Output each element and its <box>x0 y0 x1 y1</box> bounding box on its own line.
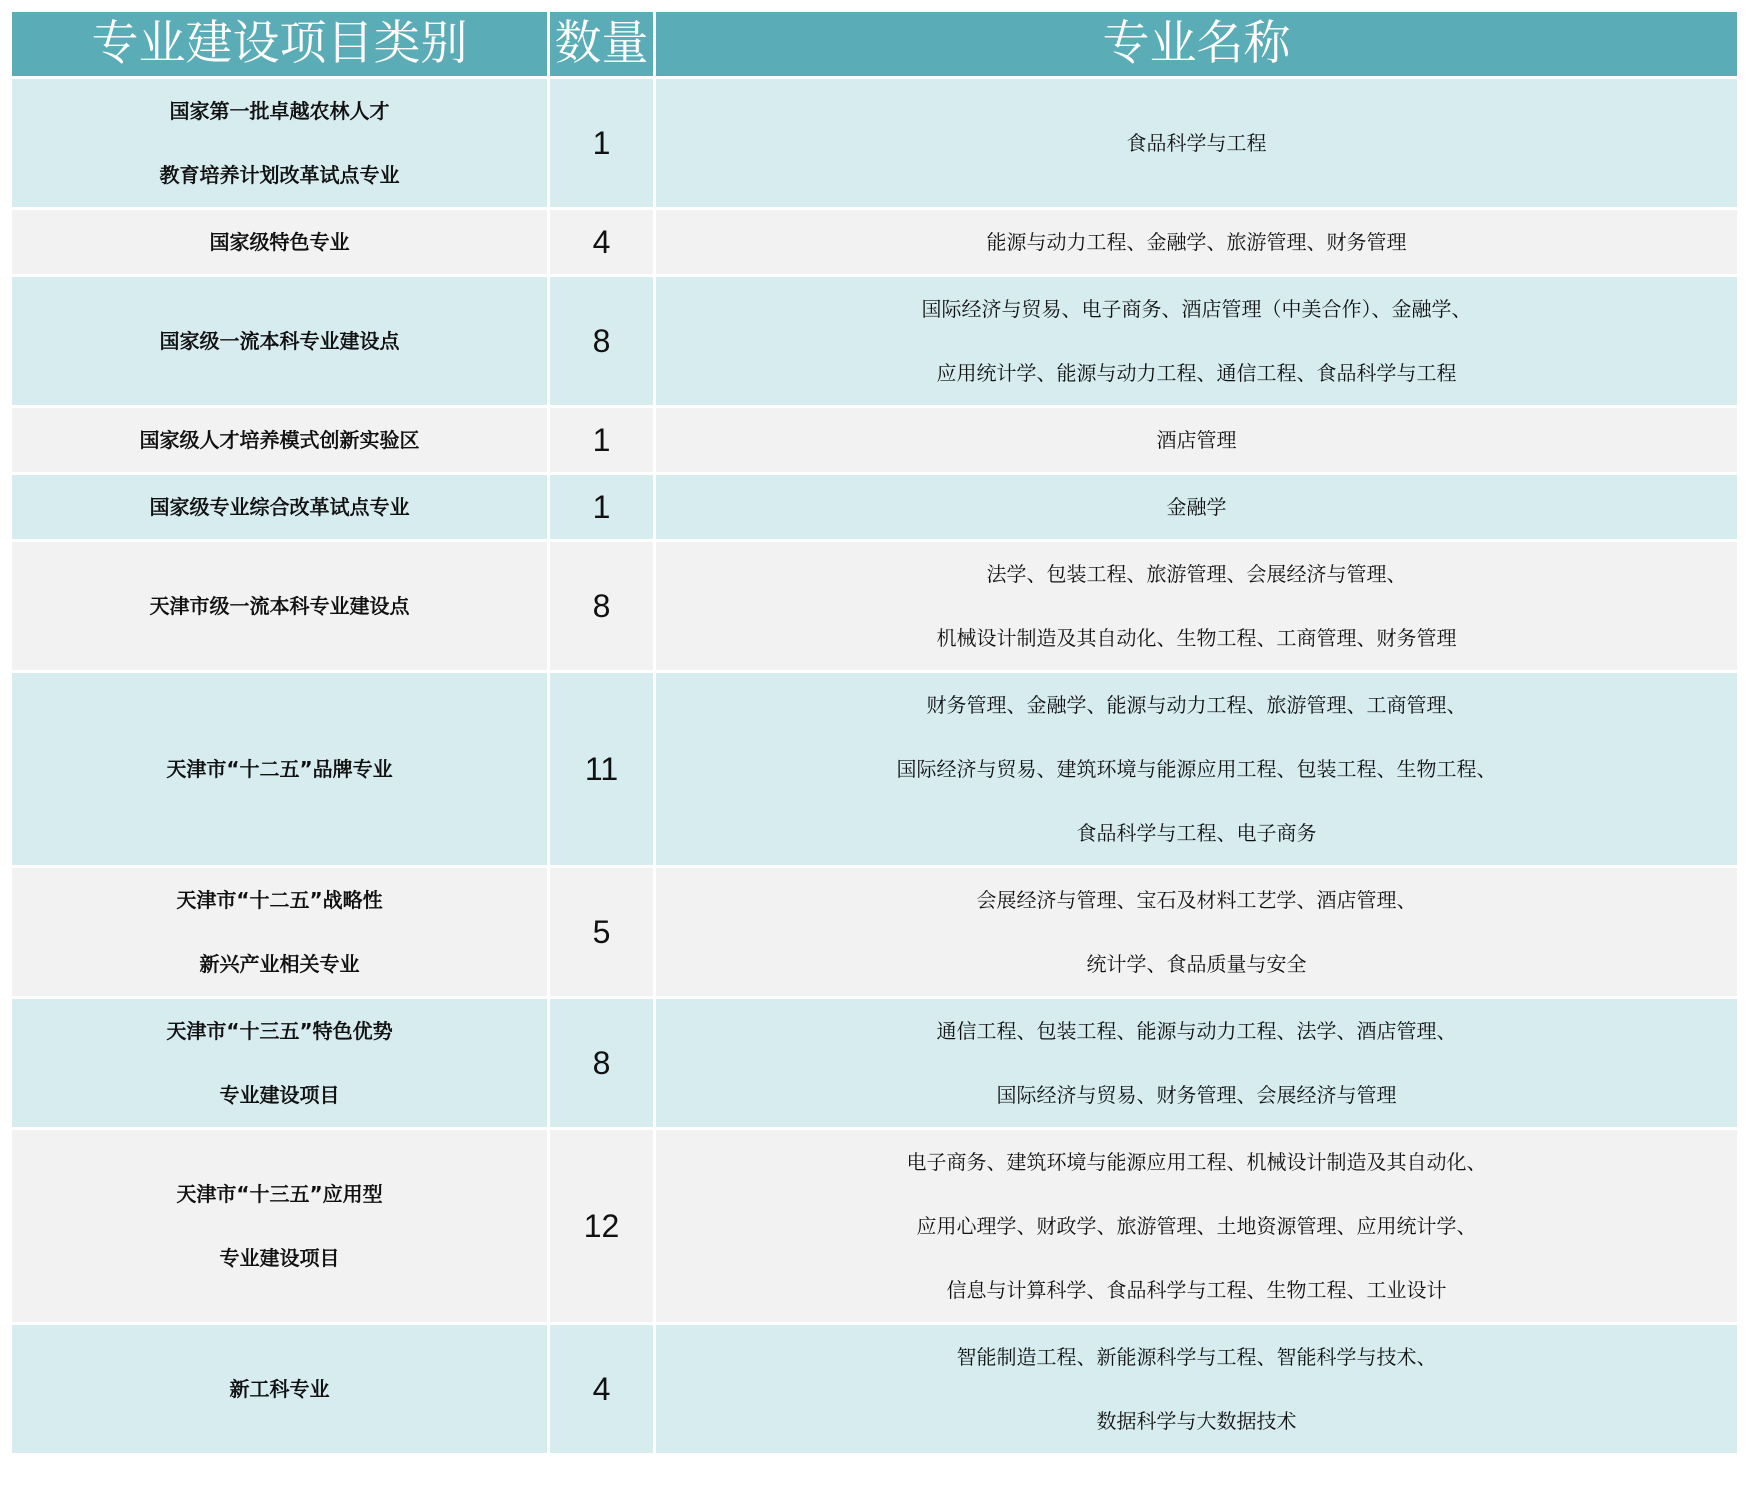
major-names-line: 食品科学与工程 <box>1126 131 1267 155</box>
category-line: 国家级特色专业 <box>209 230 350 254</box>
category-line: 新兴产业相关专业 <box>199 952 360 976</box>
category-line: 专业建设项目 <box>219 1246 340 1270</box>
table-row <box>11 276 1739 407</box>
category-line: 国家级人才培养模式创新实验区 <box>139 428 420 452</box>
cell-major-names <box>655 867 1739 998</box>
major-names-line: 智能制造工程、新能源科学与工程、智能科学与技术、 <box>956 1345 1437 1369</box>
cell-major-names <box>655 209 1739 276</box>
major-names-line: 能源与动力工程、金融学、旅游管理、财务管理 <box>986 230 1407 254</box>
category-line: 国家第一批卓越农林人才 <box>169 99 390 123</box>
cell-major-names <box>655 276 1739 407</box>
major-names-line: 统计学、食品质量与安全 <box>1086 952 1307 976</box>
cell-count: 8 <box>549 541 655 672</box>
table-container <box>9 9 1737 1456</box>
table-row <box>11 407 1739 474</box>
major-names-line: 国际经济与贸易、建筑环境与能源应用工程、包装工程、生物工程、 <box>896 757 1497 781</box>
table-row <box>11 78 1739 209</box>
table-row <box>11 541 1739 672</box>
category-line: 国家级一流本科专业建设点 <box>159 329 400 353</box>
major-names-line: 会展经济与管理、宝石及材料工艺学、酒店管理、 <box>976 888 1417 912</box>
cell-category <box>11 474 549 541</box>
cell-major-names <box>655 1324 1739 1455</box>
cell-count: 4 <box>549 209 655 276</box>
cell-count: 11 <box>549 672 655 867</box>
category-line: 专业建设项目 <box>219 1083 340 1107</box>
category-line: 天津市“十三五”特色优势 <box>166 1019 393 1043</box>
header-row <box>11 11 1739 78</box>
category-line: 天津市“十二五”战略性 <box>176 888 383 912</box>
cell-major-names <box>655 998 1739 1129</box>
category-line: 天津市“十三五”应用型 <box>176 1182 383 1206</box>
cell-major-names <box>655 672 1739 867</box>
cell-category <box>11 209 549 276</box>
table-row <box>11 672 1739 867</box>
category-line: 新工科专业 <box>229 1377 330 1401</box>
category-line: 天津市“十二五”品牌专业 <box>166 757 393 781</box>
major-names-line: 金融学 <box>1166 495 1227 519</box>
cell-category <box>11 541 549 672</box>
cell-major-names <box>655 474 1739 541</box>
cell-category <box>11 867 549 998</box>
cell-count: 8 <box>549 998 655 1129</box>
cell-category <box>11 78 549 209</box>
cell-major-names <box>655 1129 1739 1324</box>
major-names-line: 法学、包装工程、旅游管理、会展经济与管理、 <box>986 562 1407 586</box>
cell-count: 12 <box>549 1129 655 1324</box>
cell-count: 1 <box>549 474 655 541</box>
header-count: 数量 <box>549 11 655 78</box>
cell-category <box>11 998 549 1129</box>
cell-category <box>11 1324 549 1455</box>
header-category: 专业建设项目类别 <box>11 11 549 78</box>
cell-count: 4 <box>549 1324 655 1455</box>
major-names-line: 数据科学与大数据技术 <box>1096 1409 1297 1433</box>
category-line: 教育培养计划改革试点专业 <box>159 163 400 187</box>
cell-category <box>11 672 549 867</box>
table-row <box>11 1324 1739 1455</box>
cell-count: 8 <box>549 276 655 407</box>
major-names-line: 通信工程、包装工程、能源与动力工程、法学、酒店管理、 <box>936 1019 1457 1043</box>
majors-table <box>9 9 1740 1456</box>
major-names-line: 国际经济与贸易、电子商务、酒店管理（中美合作）、金融学、 <box>921 297 1472 321</box>
cell-category <box>11 1129 549 1324</box>
cell-category <box>11 407 549 474</box>
major-names-line: 食品科学与工程、电子商务 <box>1076 821 1317 845</box>
major-names-line: 国际经济与贸易、财务管理、会展经济与管理 <box>996 1083 1397 1107</box>
cell-major-names <box>655 407 1739 474</box>
header-names: 专业名称 <box>655 11 1739 78</box>
cell-category <box>11 276 549 407</box>
category-line: 天津市级一流本科专业建设点 <box>149 594 410 618</box>
major-names-line: 信息与计算科学、食品科学与工程、生物工程、工业设计 <box>946 1278 1447 1302</box>
table-row <box>11 474 1739 541</box>
table-row <box>11 1129 1739 1324</box>
cell-major-names <box>655 541 1739 672</box>
major-names-line: 应用统计学、能源与动力工程、通信工程、食品科学与工程 <box>936 361 1457 385</box>
table-row <box>11 867 1739 998</box>
category-line: 国家级专业综合改革试点专业 <box>149 495 410 519</box>
major-names-line: 应用心理学、财政学、旅游管理、土地资源管理、应用统计学、 <box>916 1214 1477 1238</box>
major-names-line: 财务管理、金融学、能源与动力工程、旅游管理、工商管理、 <box>926 693 1467 717</box>
cell-count: 1 <box>549 407 655 474</box>
major-names-line: 电子商务、建筑环境与能源应用工程、机械设计制造及其自动化、 <box>906 1150 1487 1174</box>
cell-count: 5 <box>549 867 655 998</box>
table-body <box>11 78 1739 1455</box>
major-names-line: 机械设计制造及其自动化、生物工程、工商管理、财务管理 <box>936 626 1457 650</box>
table-row <box>11 209 1739 276</box>
cell-major-names <box>655 78 1739 209</box>
major-names-line: 酒店管理 <box>1156 428 1237 452</box>
table-row <box>11 998 1739 1129</box>
cell-count: 1 <box>549 78 655 209</box>
